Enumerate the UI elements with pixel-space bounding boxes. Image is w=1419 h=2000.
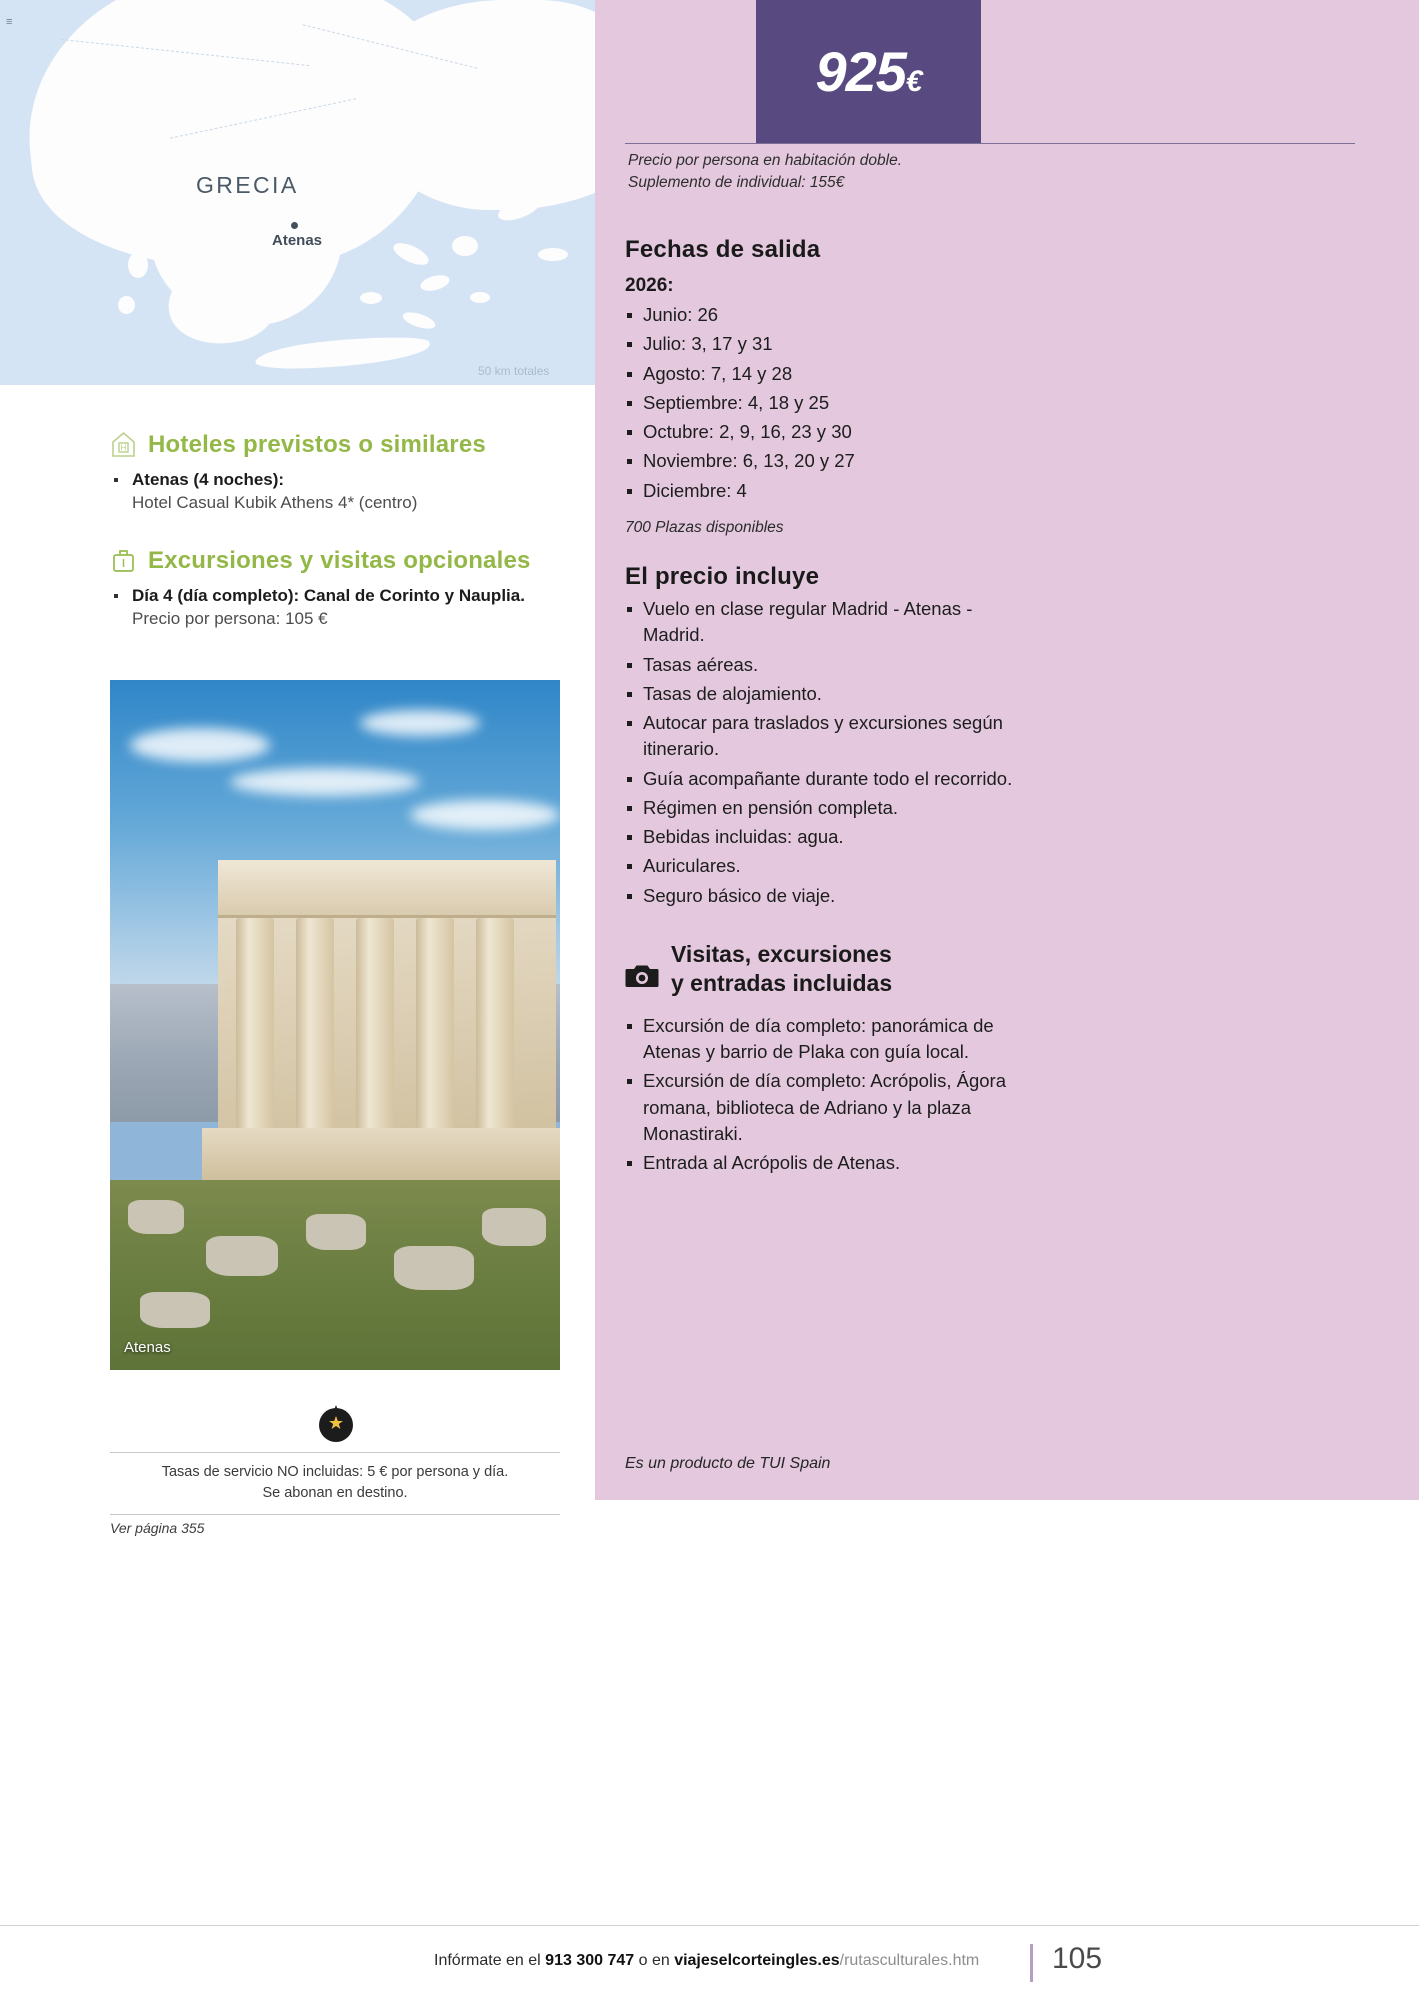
price-note — [628, 150, 1148, 194]
list-item: Septiembre: 4, 18 y 25 — [625, 390, 985, 416]
list-item: Octubre: 2, 9, 16, 23 y 30 — [625, 419, 985, 445]
footer-path[interactable]: /rutasculturales.htm — [839, 1952, 980, 1969]
hotels-heading — [110, 430, 580, 459]
list-item: Diciembre: 4 — [625, 478, 985, 504]
hotels-heading-label: Hoteles previstos o similares — [148, 430, 486, 458]
list-item: Noviembre: 6, 13, 20 y 27 — [625, 448, 985, 474]
availability-label: 700 Plazas disponibles — [625, 518, 784, 536]
photo-caryatid — [476, 918, 514, 1128]
list-item: Junio: 26 — [625, 302, 985, 328]
suitcase-icon — [110, 546, 137, 575]
includes-section — [625, 563, 1015, 912]
photo-rock — [394, 1246, 474, 1290]
map-island — [470, 292, 490, 303]
map-city-dot — [291, 222, 298, 229]
map-island — [330, 232, 348, 243]
excursions-heading-label: Excursiones y visitas opcionales — [148, 546, 531, 574]
list-item: Tasas aéreas. — [625, 652, 1015, 678]
photo-cloud — [130, 728, 270, 762]
page-number: 105 — [1052, 1942, 1103, 1975]
greece-map — [0, 0, 595, 385]
page-footer — [0, 1925, 1419, 2000]
hotel-name: Hotel Casual Kubik Athens 4* (centro) — [132, 492, 418, 512]
list-item: Julio: 3, 17 y 31 — [625, 331, 985, 357]
list-item: Tasas de alojamiento. — [625, 681, 1015, 707]
star-badge-icon — [313, 1400, 359, 1446]
list-item: Autocar para traslados y excursiones según itinerario. — [625, 710, 1015, 763]
visits-heading — [625, 940, 1015, 999]
map-island — [452, 236, 478, 256]
photo-rock — [206, 1236, 278, 1276]
list-item: Régimen en pensión completa. — [625, 795, 1015, 821]
svg-text:H: H — [120, 443, 127, 453]
hotels-section — [110, 430, 580, 516]
departures-list — [625, 302, 985, 504]
price-value — [815, 39, 922, 103]
excursions-list — [110, 585, 580, 630]
visits-list — [625, 1013, 1015, 1177]
photo-rock — [306, 1214, 366, 1250]
list-item: Bebidas incluidas: agua. — [625, 824, 1015, 850]
photo-cloud — [410, 800, 560, 830]
hotel-icon — [110, 430, 137, 459]
price-currency: € — [905, 64, 922, 98]
footer-phone[interactable]: 913 300 747 — [545, 1952, 635, 1969]
includes-heading: El precio incluye — [625, 563, 820, 590]
price-note-line-1: Precio por persona en habitación doble. — [628, 152, 903, 169]
list-item: Seguro básico de viaje. — [625, 883, 1015, 909]
see-page-reference[interactable]: Ver página 355 — [110, 1520, 205, 1536]
list-item: Excursión de día completo: panorámica de Atenas y barrio de Plaka con guía local. — [625, 1013, 1015, 1066]
map-country-label: GRECIA — [196, 172, 299, 198]
left-column — [0, 0, 595, 1925]
excursions-heading — [110, 546, 580, 575]
map-island — [128, 252, 148, 278]
footer-site[interactable]: viajeselcorteingles.es — [674, 1952, 840, 1969]
price-note-line-2: Suplemento de individual: 155€ — [628, 174, 845, 191]
camera-icon — [625, 962, 659, 989]
visits-heading-line-1: Visitas, excursiones — [671, 941, 892, 967]
price-box — [756, 0, 981, 143]
departures-heading: Fechas de salida — [625, 236, 821, 263]
excursions-section — [110, 546, 580, 632]
product-of-label: Es un producto de TUI Spain — [625, 1455, 831, 1472]
list-item: Excursión de día completo: Acrópolis, Ágora romana, biblioteca de Adriano y la plaza Monastiraki. — [625, 1068, 1015, 1147]
photo-temple-base — [202, 1128, 560, 1184]
list-item — [110, 469, 580, 514]
excursion-price: Precio por persona: 105 € — [132, 608, 328, 628]
photo-cloud — [360, 710, 480, 736]
acropolis-photo — [110, 680, 560, 1370]
map-island — [360, 292, 382, 304]
list-item: Vuelo en clase regular Madrid - Atenas - Madrid. — [625, 596, 1015, 649]
photo-caryatid — [356, 918, 394, 1128]
hotel-city: Atenas (4 noches): — [132, 470, 285, 489]
departures-section — [625, 236, 985, 537]
service-fees-line-2: Se abonan en destino. — [262, 1485, 408, 1502]
photo-entablature — [218, 860, 556, 918]
map-city-label: Atenas — [272, 232, 323, 249]
photo-rock — [128, 1200, 184, 1234]
footer-contact-line — [434, 1952, 979, 1970]
excursion-title: Día 4 (día completo): Canal de Corinto y Nauplia. — [132, 586, 525, 605]
footer-prefix: Infórmate en el — [434, 1952, 546, 1969]
list-item: Guía acompañante durante todo el recorrido. — [625, 766, 1015, 792]
list-item: Auriculares. — [625, 853, 1015, 879]
visits-heading-line-2: y entradas incluidas — [671, 970, 893, 997]
price-amount: 925 — [815, 39, 906, 103]
visits-section — [625, 940, 1015, 1179]
photo-rock — [482, 1208, 546, 1246]
photo-caryatid — [236, 918, 274, 1128]
service-fees-line-1: Tasas de servicio NO incluidas: 5 € por persona y día. — [161, 1464, 509, 1480]
photo-rock — [140, 1292, 210, 1328]
photo-caryatid — [296, 918, 334, 1128]
service-fees-note — [110, 1452, 560, 1515]
photo-caryatid — [416, 918, 454, 1128]
visits-heading-label — [671, 940, 892, 999]
includes-list — [625, 596, 1015, 909]
list-item: Agosto: 7, 14 y 28 — [625, 361, 985, 387]
departures-year: 2026: — [625, 275, 674, 296]
footer-separator — [1030, 1944, 1033, 1982]
photo-cloud — [230, 768, 420, 796]
footer-middle: o en — [634, 1952, 675, 1969]
hotels-list — [110, 469, 580, 514]
list-item: Entrada al Acrópolis de Atenas. — [625, 1150, 1015, 1176]
list-item — [110, 585, 580, 630]
photo-caption: Atenas — [124, 1339, 171, 1356]
map-island — [118, 296, 135, 314]
price-divider — [625, 143, 1355, 144]
map-scale-label: 50 km totales — [478, 364, 550, 378]
map-island — [538, 248, 568, 261]
map-island — [206, 318, 228, 329]
corner-mark: ≡ — [6, 16, 14, 28]
